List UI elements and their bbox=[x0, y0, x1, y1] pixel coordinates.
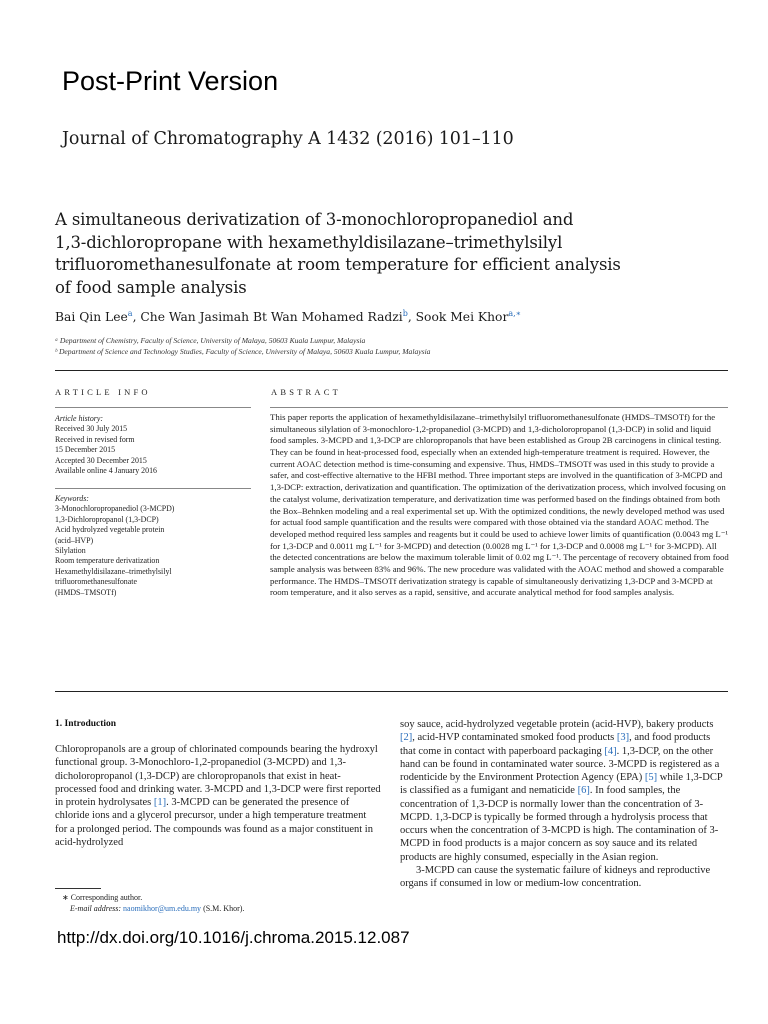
affiliation-marker[interactable]: a bbox=[127, 309, 133, 318]
keyword-item: Room temperature derivatization bbox=[55, 556, 160, 566]
history-item: Available online 4 January 2016 bbox=[55, 466, 157, 476]
body-text: , and food products that come in contact with paperboard packaging bbox=[400, 732, 711, 757]
body-text: . 3-MCPD can be generated the presence of chloride ions and a glycerol precursor, under a high temperature treatment for a prolonged period. The compounds was found as a major constituent in acid-hydrolyzed bbox=[55, 797, 373, 848]
section-heading-introduction: 1. Introduction bbox=[55, 719, 117, 729]
abstract-divider bbox=[270, 407, 728, 408]
email-note bbox=[70, 904, 390, 913]
body-text: , acid-HVP contaminated smoked food products bbox=[412, 732, 617, 744]
affiliation-a: ᵃ Department of Chemistry, Faculty of Science, University of Malaya, 50603 Kuala Lumpur, Malaysia bbox=[55, 336, 366, 345]
citation-link[interactable]: [6] bbox=[577, 785, 590, 797]
body-text: soy sauce, acid-hydrolyzed vegetable protein (acid-HVP), bakery products bbox=[400, 719, 714, 730]
keyword-item: (HMDS–TMSOTf) bbox=[55, 587, 117, 597]
history-item: Received in revised form bbox=[55, 434, 135, 444]
history-item: Accepted 30 December 2015 bbox=[55, 455, 147, 465]
keywords-divider bbox=[55, 488, 251, 489]
history-label: Article history: bbox=[55, 414, 103, 423]
abstract-bottom-divider bbox=[55, 691, 728, 692]
author-list bbox=[55, 309, 521, 324]
citation-link[interactable]: [2] bbox=[400, 732, 413, 744]
keyword-item: Silylation bbox=[55, 546, 86, 556]
citation-link[interactable]: [5] bbox=[644, 772, 658, 784]
email-suffix: (S.M. Khor). bbox=[201, 904, 245, 913]
author-name: , Sook Mei Khor bbox=[407, 310, 509, 325]
affiliation-marker[interactable]: a,∗ bbox=[508, 309, 522, 318]
title-line: trifluoromethanesulfonate at room temperature for efficient analysis bbox=[55, 255, 621, 274]
affiliation-marker[interactable]: b bbox=[402, 309, 408, 318]
title-line: 1,3-dichloropropane with hexamethyldisilazane–trimethylsilyl bbox=[55, 232, 563, 252]
keywords-list bbox=[55, 494, 255, 598]
corresponding-author-note: ∗ Corresponding author. bbox=[62, 893, 143, 902]
history-item: 15 December 2015 bbox=[55, 445, 116, 455]
affiliation-b: ᵇ Department of Science and Technology Studies, Faculty of Science, University of Malaya, 50603 Kuala Lumpur, Malaysia bbox=[55, 347, 431, 356]
intro-column-left bbox=[55, 743, 381, 849]
keywords-label: Keywords: bbox=[55, 494, 89, 503]
header-divider bbox=[55, 370, 728, 371]
keyword-item: Acid hydrolyzed vegetable protein bbox=[55, 525, 165, 535]
history-item: Received 30 July 2015 bbox=[55, 424, 128, 434]
article-info-heading: ARTICLE INFO bbox=[55, 387, 151, 397]
keyword-item: Hexamethyldisilazane–trimethylsilyl bbox=[55, 566, 172, 576]
author-name: , Che Wan Jasimah Bt Wan Mohamed Radzi bbox=[132, 310, 403, 325]
citation-link[interactable]: [1] bbox=[153, 797, 167, 809]
post-print-label: Post-Print Version bbox=[62, 66, 279, 96]
body-text: . 1,3-DCP, on the other hand can be found in contaminated water source. 3-MCPD is registered as a rodenticide by the Environment Protection Agency (EPA) bbox=[400, 745, 720, 784]
author-name: Bai Qin Lee bbox=[55, 310, 128, 325]
body-text: Chloropropanols are a group of chlorinated compounds bearing the hydroxyl functional group. 3-Monochloro-1,2-propanediol (3-MCPD) and 1,3-dicholoropropanol (1,3-DCP) are chloropropanols that exist in heat-processed food and drinking water. 3-MCPD and 1,3-DCP were first reported in protein hydrolysates bbox=[55, 744, 381, 809]
article-history bbox=[55, 414, 255, 476]
email-label: E-mail address: bbox=[70, 904, 122, 913]
doi-link[interactable]: http://dx.doi.org/10.1016/j.chroma.2015.12.087 bbox=[57, 928, 410, 947]
footnote-divider bbox=[55, 888, 101, 889]
citation-link[interactable]: [4] bbox=[604, 745, 617, 757]
body-text: while 1,3-DCP is classified as a fumigant and nematicide bbox=[400, 772, 723, 797]
keyword-item: (acid–HVP) bbox=[55, 535, 94, 545]
title-line: of food sample analysis bbox=[55, 277, 247, 297]
intro-column-right bbox=[400, 718, 726, 890]
article-info-divider bbox=[55, 407, 251, 408]
title-line: A simultaneous derivatization of 3-monochloropropanediol and bbox=[55, 210, 574, 229]
abstract-heading: ABSTRACT bbox=[271, 387, 341, 397]
body-text: . In food samples, the concentration of 1,3-DCP is normally lower than the concentration of 3-MCPD. 1,3-DCP is typically be formed through a hydrolysis process that occurs when the concentration of 3-MCPD is high. The contamination of 3-MCPD in food products is a major concern as soy sauce and its related products are highly consumed, especially in the Asian region. bbox=[400, 785, 719, 863]
citation-link[interactable]: [3] bbox=[616, 732, 630, 744]
journal-reference: Journal of Chromatography A 1432 (2016) 101–110 bbox=[62, 129, 514, 149]
abstract-text: This paper reports the application of hexamethyldisilazane–trimethylsilyl trifluoromethanesulfonate (HMDS–TMSOTf) for the simultaneous silylation of 3-monochloro-1,2-propanediol (3-MCPD) and 1,3-dicholoropropanol (1,3-DCP) in solid and liquid food samples. 3-MCPD and 1,3-DCP are chloropropanols that have been established as Group 2B carcinogens in clinical testing. They can be found in heat-processed food, especially when an extended high-temperature treatment is required. However, the current AOAC detection method is time-consuming and expensive. Thus, HMDS–TMSOTf was used in this study to provide a safer, and cost-effective alternative to the HFBI method. Three important steps are involved in the quantification of 3-MCPD and 1,3-DCP: extraction, derivatization and quantification. The optimization of the derivatization process, which involved focusing on the catalyst volume, derivatization temperature, and derivatization time was performed based on the findings obtained from both the Box–Behnken modeling and a real experimental set up. With the optimized conditions, the newly developed method was used for actual food sample quantification and the results were compared with those obtained via the standard AOAC method. The developed method required less samples and reagents but it could be used to achieve lower limits of quantification (0.0043 mg L⁻¹ for 1,3-DCP and 0.0011 mg L⁻¹ for 3-MCPD) and detection (0.0028 mg L⁻¹ for 1,3-DCP and 0.0008 mg L⁻¹ for 3-MCPD). All the detected concentrations are below the maximum tolerable limit of 0.02 mg L⁻¹. The percentage of recovery obtained from food sample analysis was between 83% and 96%. The new procedure was validated with the AOAC method and showed a comparable performance. The HMDS–TMSOTf derivatization strategy is capable of simultaneously derivatizing 1,3-DCP and 3-MCPD at room temperature, and it also serves as a rapid, sensitive, and accurate analytical method for food samples analysis. bbox=[270, 412, 729, 598]
email-link[interactable]: naomikhor@um.edu.my bbox=[123, 904, 202, 913]
body-paragraph: 3-MCPD can cause the systematic failure of kidneys and reproductive organs if consumed in low or medium-low concentration. bbox=[400, 864, 711, 890]
article-title bbox=[55, 209, 705, 299]
keyword-item: 3-Monochloropropanediol (3-MCPD) bbox=[55, 504, 175, 514]
keyword-item: trifluoromethanesulfonate bbox=[55, 577, 137, 587]
keyword-item: 1,3-Dichloropropanol (1,3-DCP) bbox=[55, 514, 159, 524]
